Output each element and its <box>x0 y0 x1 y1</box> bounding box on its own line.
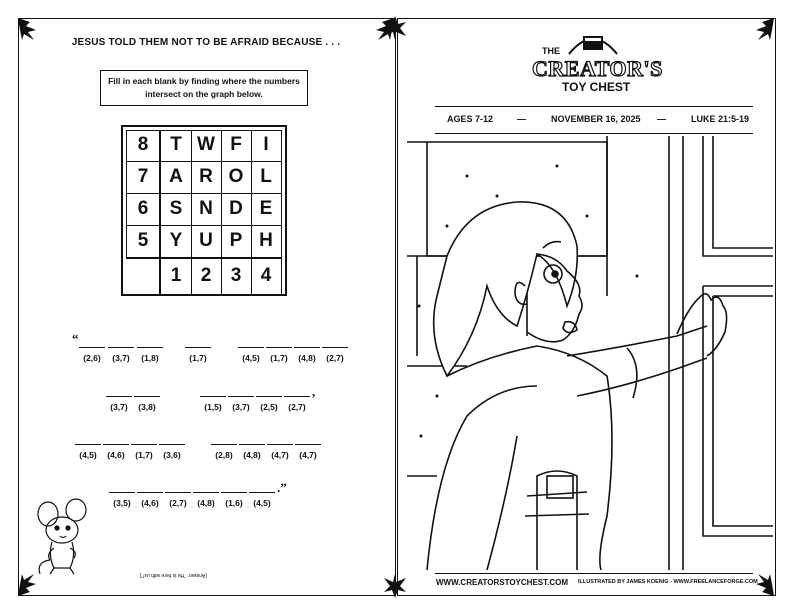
grid-letter: Y <box>169 230 183 251</box>
grid-row-label: 8 <box>137 134 149 155</box>
separator: — <box>657 114 666 124</box>
grid-row-label: 5 <box>137 230 149 251</box>
grid-row-label: 7 <box>137 166 149 187</box>
answer-blank[interactable]: (4,8) <box>294 347 320 371</box>
answer-blank[interactable]: (3,6) <box>159 444 185 468</box>
answer-blank[interactable]: (4,7) <box>267 444 293 468</box>
answer-blank[interactable]: (4,5) <box>75 444 101 468</box>
answer-blank[interactable]: (2,7) <box>322 347 348 371</box>
answer-blank[interactable]: (2,8) <box>211 444 237 468</box>
grid-letter: O <box>228 166 244 187</box>
logo-the: THE <box>542 46 560 56</box>
answer-blank[interactable]: (3,8) <box>134 396 160 420</box>
grid-col-label: 1 <box>170 265 182 286</box>
answer-blank[interactable]: (1,5) <box>200 396 226 420</box>
scripture-reference: LUKE 21:5-19 <box>691 114 750 124</box>
answer-blank[interactable]: (2,6) <box>79 347 105 371</box>
logo-subtitle: TOY CHEST <box>562 80 631 94</box>
grid-letter: F <box>230 134 242 155</box>
coloring-illustration <box>407 136 773 570</box>
grid-col-label: 4 <box>260 265 272 286</box>
answer-key: [Answer: “He is here with us!”] <box>140 572 207 578</box>
corner-flourish-icon <box>750 572 776 598</box>
footer-divider <box>435 573 753 574</box>
answer-blank[interactable]: (2,7) <box>165 492 191 516</box>
instructions-box <box>100 70 308 106</box>
grid-row-label: 6 <box>137 198 149 219</box>
letter-grid <box>121 125 287 296</box>
corner-flourish-icon <box>750 16 776 42</box>
grid-letter: A <box>169 166 183 187</box>
grid-col-label: 3 <box>230 265 242 286</box>
website-link[interactable]: WWW.CREATORSTOYCHEST.COM <box>436 578 568 587</box>
answer-blank[interactable]: (1,7) <box>131 444 157 468</box>
instructions-text: Fill in each blank by finding where the numbers intersect on the graph below. <box>108 76 300 99</box>
logo-title: CREATOR'S <box>532 56 663 81</box>
answer-blank[interactable]: (1,8) <box>137 347 163 371</box>
grid-letter: D <box>229 198 243 219</box>
answer-blank[interactable]: (2,7) <box>284 396 310 420</box>
illustrator-credit: ILLUSTRATED BY JAMES KOENIG - WWW.FREELANCEFORGE.COM <box>578 579 758 585</box>
grid-letter: H <box>259 230 273 251</box>
answer-blank[interactable]: (1,7) <box>266 347 292 371</box>
grid-letter: R <box>199 166 213 187</box>
lesson-info-bar <box>435 106 753 134</box>
grid-letter: W <box>197 134 215 155</box>
comma-mark: , <box>312 384 316 399</box>
lesson-date: NOVEMBER 16, 2025 <box>551 114 641 124</box>
answer-blank[interactable]: (3,7) <box>228 396 254 420</box>
answer-blank[interactable]: (3,7) <box>108 347 134 371</box>
answer-blank[interactable]: (4,8) <box>239 444 265 468</box>
answer-blank[interactable]: (4,5) <box>249 492 275 516</box>
mouse-mascot-illustration <box>30 498 94 578</box>
answer-blank[interactable]: (3,7) <box>106 396 132 420</box>
answer-blank[interactable]: (4,7) <box>295 444 321 468</box>
answer-blank[interactable]: (3,5) <box>109 492 135 516</box>
grid-letter: U <box>199 230 213 251</box>
answer-blank[interactable]: (2,5) <box>256 396 282 420</box>
grid-letter: S <box>169 198 183 219</box>
grid-letter: L <box>260 166 272 187</box>
close-quote: .” <box>277 480 287 495</box>
answer-blank[interactable]: (4,8) <box>193 492 219 516</box>
open-quote: “ <box>72 331 79 346</box>
grid-letter: P <box>229 230 243 251</box>
toy-chest-logo-icon <box>565 28 621 56</box>
separator: — <box>517 114 526 124</box>
answer-blank[interactable]: (4,5) <box>238 347 264 371</box>
answer-blank[interactable]: (4,6) <box>137 492 163 516</box>
grid-letter: N <box>199 198 213 219</box>
answer-blank[interactable]: (1,7) <box>185 347 211 371</box>
grid-letter: E <box>259 198 273 219</box>
grid-col-label: 2 <box>200 265 212 286</box>
puzzle-heading: JESUS TOLD THEM NOT TO BE AFRAID BECAUSE . . . <box>71 37 341 48</box>
grid-letter: T <box>170 134 182 155</box>
answer-blank[interactable]: (1,6) <box>221 492 247 516</box>
corner-flourish-icon <box>382 574 408 600</box>
ages-label: AGES 7-12 <box>447 114 494 124</box>
grid-letter: I <box>263 134 269 155</box>
answer-blank[interactable]: (4,6) <box>103 444 129 468</box>
